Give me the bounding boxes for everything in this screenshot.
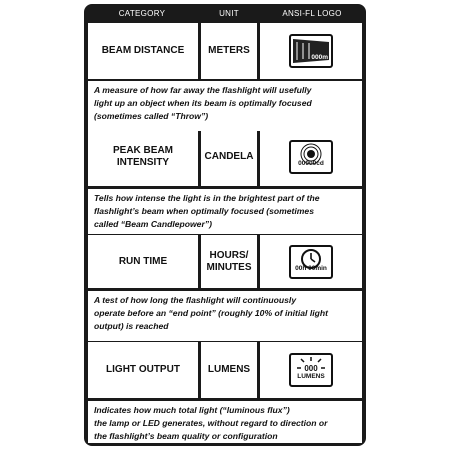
unit-label: MINUTES [206, 261, 252, 273]
light-output-bulb-icon [289, 353, 333, 387]
category-label: INTENSITY [116, 156, 170, 168]
description-line: A test of how long the flashlight will continuously [94, 295, 297, 305]
description-line: light up an object when its beam is optimally focused [94, 98, 312, 108]
logo-cell [260, 235, 362, 288]
description-line: Indicates how much total light (“luminous flux”) [94, 405, 290, 415]
row-run-time [88, 235, 362, 343]
header-logo: ANSI-FL LOGO [282, 9, 342, 18]
unit-label: LUMENS [207, 364, 251, 375]
description-line: called “Beam Candlepower”) [94, 219, 212, 229]
description-line: Tells how intense the light is in the brightest part of the [94, 193, 320, 203]
description-line: flashlight’s beam when optimally focused (sometimes [94, 206, 314, 216]
description-line: A measure of how far away the flashlight will usefully [94, 85, 312, 95]
category-cell [88, 342, 198, 398]
icon-label: LUMENS [297, 373, 325, 380]
icon-label: 00000cd [298, 159, 324, 167]
logo-cell [260, 23, 362, 79]
logo-cell [260, 127, 362, 186]
description [88, 291, 362, 341]
row-peak-beam-intensity [88, 127, 362, 232]
description-line: the lamp or LED generates, without regard to direction or [94, 418, 328, 428]
run-time-clock-icon [289, 245, 333, 279]
description-line: (sometimes called “Throw”) [94, 111, 209, 121]
ansi-fl-table [84, 4, 366, 446]
icon-label: 00h 00min [295, 264, 327, 272]
description [88, 81, 362, 131]
unit-label: METERS [208, 45, 250, 56]
description [88, 401, 362, 443]
header-unit: UNIT [219, 9, 239, 18]
unit-label: HOURS/ [209, 249, 249, 261]
unit-cell [201, 23, 257, 79]
description-line: output) is reached [94, 321, 169, 331]
description [88, 189, 362, 234]
description-line: the flashlight’s beam quality or configuration [94, 431, 278, 441]
header-category: CATEGORY [118, 9, 166, 18]
peak-beam-intensity-icon [289, 140, 333, 174]
row-beam-distance [88, 23, 362, 133]
unit-cell [201, 342, 257, 398]
category-label: LIGHT OUTPUT [106, 364, 180, 375]
category-cell [88, 235, 198, 288]
row-light-output [88, 342, 362, 442]
table-header [84, 4, 366, 23]
category-cell [88, 127, 198, 186]
unit-cell [201, 235, 257, 288]
unit-label: CANDELA [204, 150, 254, 162]
category-label: RUN TIME [118, 255, 168, 267]
logo-cell [260, 342, 362, 398]
unit-cell [201, 127, 257, 186]
beam-distance-icon [289, 34, 333, 68]
icon-label: 000m [311, 54, 328, 61]
description-line: operate before an “end point” (roughly 10% of initial light [94, 308, 328, 318]
icon-value: 000 [304, 364, 318, 373]
category-cell [88, 23, 198, 79]
category-label: PEAK BEAM [112, 144, 173, 156]
category-label: BEAM DISTANCE [101, 45, 185, 56]
